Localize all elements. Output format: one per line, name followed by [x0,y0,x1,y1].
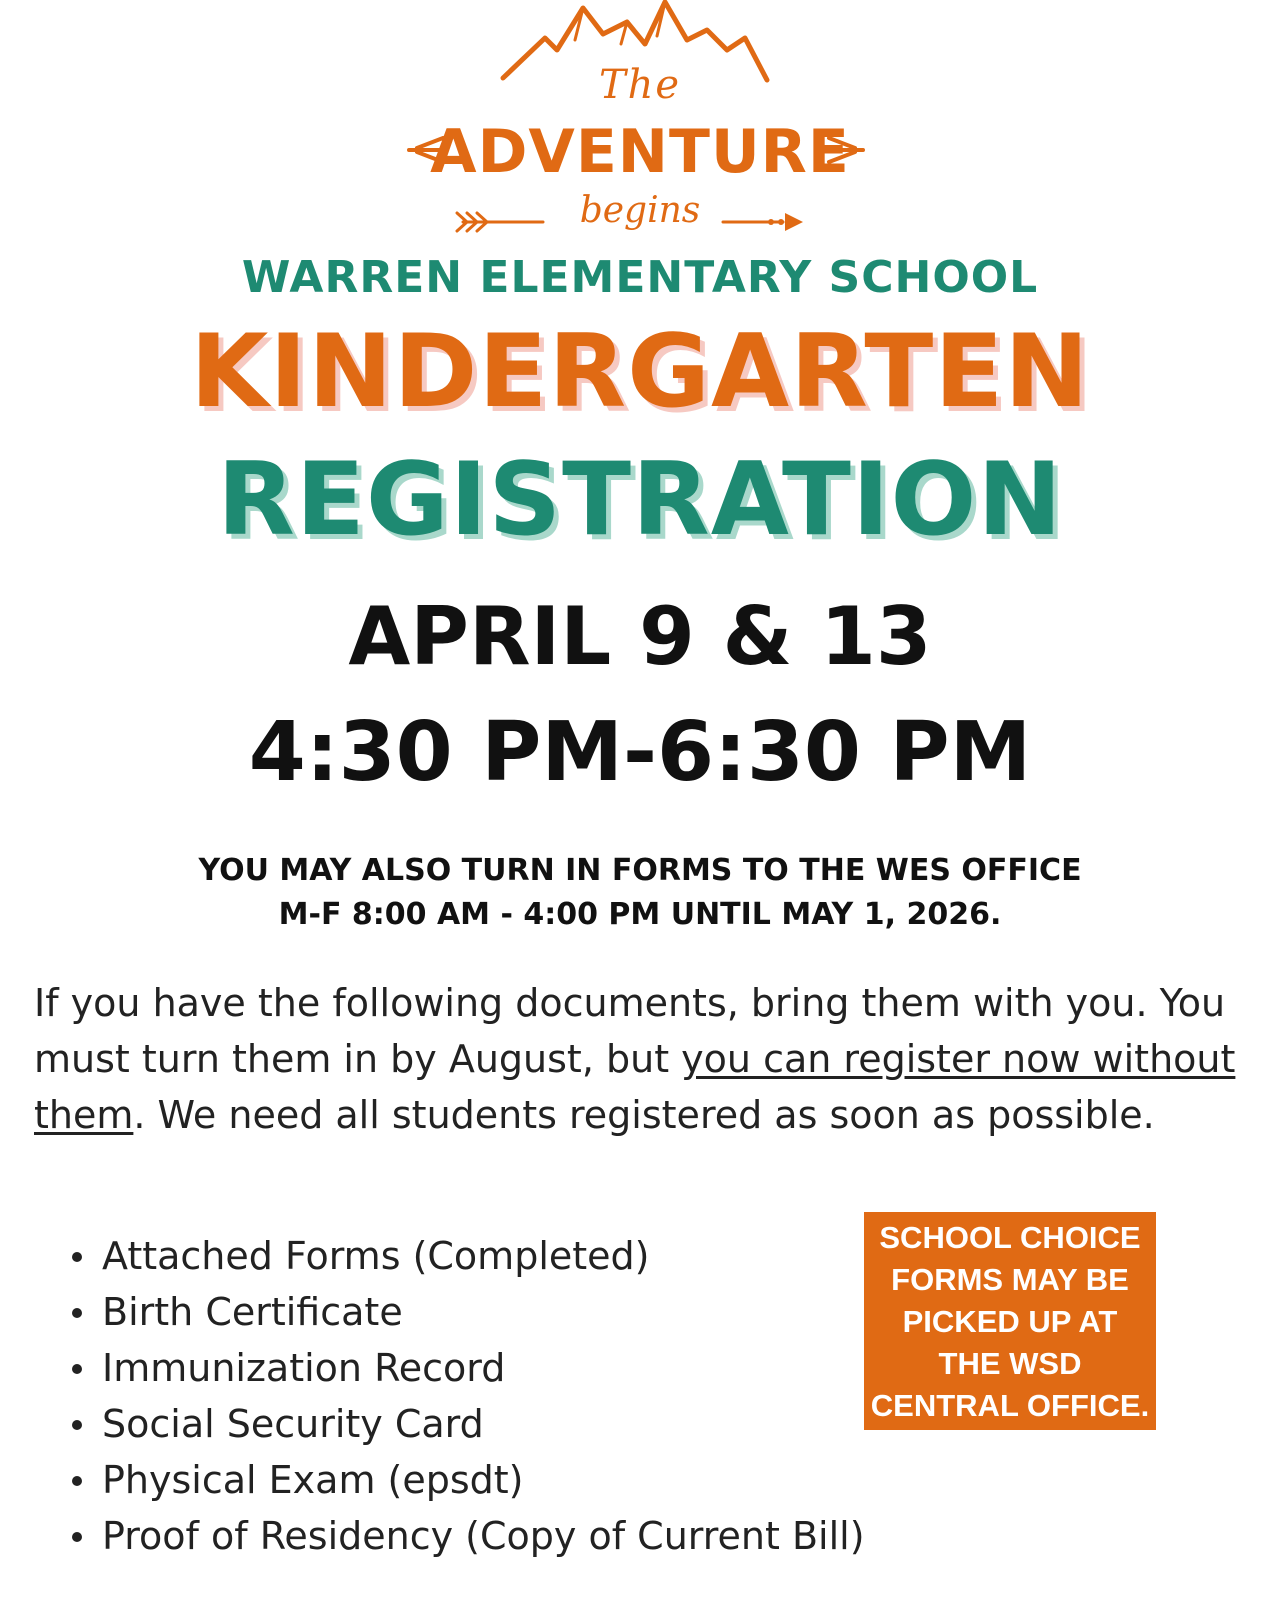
list-item: Immunization Record [72,1340,865,1396]
heading-kindergarten: KINDERGARTEN [190,312,1090,430]
school-choice-line: CENTRAL OFFICE. [870,1388,1150,1423]
list-item: Social Security Card [72,1396,865,1452]
right-dash-ornament-icon [819,130,869,170]
list-item: Physical Exam (epsdt) [72,1452,865,1508]
list-item: Attached Forms (Completed) [72,1228,865,1284]
office-note-line1: YOU MAY ALSO TURN IN FORMS TO THE WES OFFICE [198,853,1082,888]
office-note-line2: M-F 8:00 AM - 4:00 PM UNTIL MAY 1, 2026. [278,897,1002,932]
school-name: WARREN ELEMENTARY SCHOOL [241,252,1039,303]
event-times: 4:30 PM-6:30 PM [248,705,1032,800]
intro-paragraph [34,975,1264,1143]
list-item: Birth Certificate [72,1284,865,1340]
event-dates: APRIL 9 & 13 [348,590,932,683]
logo-begins: begins [579,190,701,231]
list-item: Proof of Residency (Copy of Current Bill) [72,1508,865,1564]
school-choice-line: FORMS MAY BE [891,1262,1129,1297]
school-choice-line: THE WSD [938,1346,1082,1381]
intro-text-1: If you have the following documents, bring them with you. You must turn them in by August, but [34,981,1226,1081]
adventure-logo [395,0,885,245]
intro-underlined-text: you can register now without them [34,1037,1236,1137]
school-choice-notice [864,1212,1156,1430]
school-choice-line: PICKED UP AT [902,1304,1118,1339]
right-arrow-ornament-icon [719,207,809,237]
logo-adventure: ADVENTURE [430,117,850,187]
documents-list [72,1228,865,1564]
logo-the: The [598,62,682,108]
school-choice-line: SCHOOL CHOICE [879,1220,1141,1255]
heading-registration: REGISTRATION [217,440,1063,558]
intro-text-2: . We need all students registered as soon as possible. [133,1093,1155,1137]
